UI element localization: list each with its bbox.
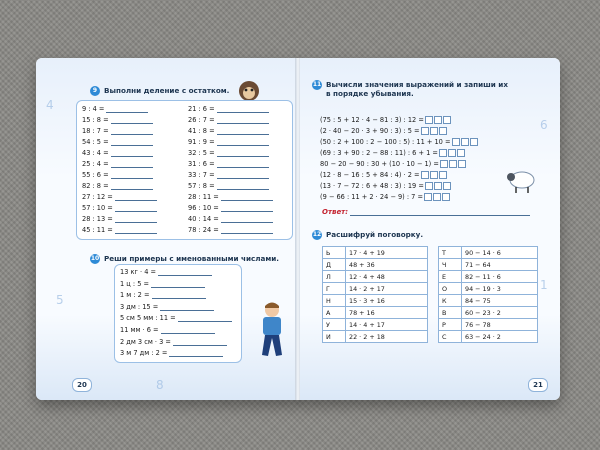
cipher-letter: Р bbox=[439, 319, 462, 331]
expression-row bbox=[320, 127, 447, 135]
exercise-text: 55 : 6 = bbox=[82, 171, 109, 179]
cipher-letter: С bbox=[439, 331, 462, 343]
answer-field[interactable] bbox=[111, 183, 153, 190]
boy-illustration bbox=[254, 300, 290, 362]
cipher-expression: 15 · 3 + 16 bbox=[346, 295, 428, 307]
exercise-text: 40 : 14 = bbox=[188, 215, 219, 223]
expression-text: (2 · 40 − 20 · 3 + 90 : 3) : 5 = bbox=[320, 127, 420, 135]
open-workbook bbox=[36, 58, 560, 400]
exercise-row bbox=[188, 204, 273, 212]
answer-field[interactable] bbox=[115, 227, 157, 234]
cipher-row bbox=[439, 331, 538, 343]
task-title: Выполни деление с остатком. bbox=[104, 86, 230, 95]
cipher-letter: В bbox=[439, 307, 462, 319]
page-number: 20 bbox=[72, 378, 92, 392]
answer-field[interactable] bbox=[115, 194, 157, 201]
cipher-row bbox=[323, 271, 428, 283]
right-page bbox=[300, 58, 560, 400]
exercise-text: 33 : 7 = bbox=[188, 171, 215, 179]
cipher-expression: 82 − 11 · 6 bbox=[462, 271, 538, 283]
answer-field[interactable] bbox=[217, 172, 269, 179]
answer-field[interactable] bbox=[111, 139, 153, 146]
expression-row bbox=[320, 160, 466, 168]
exercise-text: 1 ц : 5 = bbox=[120, 279, 150, 288]
expression-row bbox=[320, 171, 447, 179]
exercise-row bbox=[188, 226, 273, 234]
exercise-row bbox=[120, 326, 215, 334]
task-10-heading bbox=[90, 254, 279, 264]
exercise-row bbox=[120, 280, 205, 288]
answer-field[interactable] bbox=[106, 106, 148, 113]
answer-boxes[interactable] bbox=[424, 193, 450, 201]
task-title: Вычисли значения выражений и запиши их в порядке убывания. bbox=[326, 80, 508, 99]
exercise-row bbox=[188, 138, 269, 146]
cipher-expression: 78 + 16 bbox=[346, 307, 428, 319]
answer-field[interactable] bbox=[221, 216, 273, 223]
cipher-row bbox=[439, 259, 538, 271]
exercise-row bbox=[188, 149, 269, 157]
left-page bbox=[36, 58, 296, 400]
cipher-expression: 94 − 19 · 3 bbox=[462, 283, 538, 295]
expression-text: (50 : 2 + 100 : 2 − 100 : 5) : 11 + 10 = bbox=[320, 138, 451, 146]
exercise-text: 82 : 8 = bbox=[82, 182, 109, 190]
answer-field[interactable] bbox=[115, 216, 157, 223]
exercise-text: 28 : 13 = bbox=[82, 215, 113, 223]
task-number-badge: 10 bbox=[90, 255, 100, 263]
cipher-row bbox=[439, 271, 538, 283]
cipher-letter: К bbox=[439, 295, 462, 307]
answer-label: Ответ: bbox=[322, 208, 349, 216]
answer-field[interactable] bbox=[217, 117, 269, 124]
cipher-letter: Г bbox=[323, 283, 346, 295]
expression-text: (9 − 66 : 11 + 2 · 24 − 9) : 7 = bbox=[320, 193, 423, 201]
bg-digit: 4 bbox=[46, 98, 54, 112]
exercise-row bbox=[188, 215, 273, 223]
exercise-text: 2 дм 3 см · 3 = bbox=[120, 337, 171, 346]
cipher-expression: 76 − 78 bbox=[462, 319, 538, 331]
cipher-letter: И bbox=[323, 331, 346, 343]
task-number-badge: 11 bbox=[312, 81, 322, 89]
cipher-row bbox=[323, 247, 428, 259]
exercise-text: 32 : 5 = bbox=[188, 149, 215, 157]
expression-text: 80 − 20 − 90 : 30 + (10 · 10 − 1) = bbox=[320, 160, 439, 168]
answer-field[interactable] bbox=[111, 161, 153, 168]
answer-boxes[interactable] bbox=[425, 182, 451, 190]
task-12-heading bbox=[312, 230, 423, 240]
exercise-row bbox=[82, 193, 157, 201]
cipher-table-right bbox=[438, 246, 538, 343]
expression-text: (75 : 5 + 12 · 4 − 81 : 3) : 12 = bbox=[320, 116, 424, 124]
cipher-expression: 17 · 4 + 19 bbox=[346, 247, 428, 259]
answer-field[interactable] bbox=[115, 205, 157, 212]
cipher-letter: О bbox=[439, 283, 462, 295]
exercise-text: 57 : 8 = bbox=[188, 182, 215, 190]
exercise-row bbox=[82, 182, 153, 190]
exercise-text: 57 : 10 = bbox=[82, 204, 113, 212]
exercise-row bbox=[188, 193, 273, 201]
cipher-letter: Т bbox=[439, 247, 462, 259]
cipher-letter: Ч bbox=[439, 259, 462, 271]
exercise-row bbox=[120, 338, 227, 346]
cipher-row bbox=[439, 319, 538, 331]
cipher-row bbox=[323, 307, 428, 319]
exercise-text: 15 : 8 = bbox=[82, 116, 109, 124]
answer-field[interactable] bbox=[169, 350, 223, 357]
answer-boxes[interactable] bbox=[439, 149, 465, 157]
answer-field[interactable] bbox=[217, 106, 269, 113]
exercise-text: 31 : 6 = bbox=[188, 160, 215, 168]
answer-field[interactable] bbox=[173, 339, 227, 346]
task-number-badge: 9 bbox=[90, 86, 100, 96]
expression-row bbox=[320, 182, 451, 190]
cipher-row bbox=[439, 307, 538, 319]
answer-field[interactable] bbox=[152, 292, 206, 299]
cipher-letter: Е bbox=[439, 271, 462, 283]
exercise-row bbox=[188, 171, 269, 179]
exercise-text: 21 : 6 = bbox=[188, 105, 215, 113]
exercise-text: 91 : 9 = bbox=[188, 138, 215, 146]
cipher-row bbox=[323, 283, 428, 295]
cipher-expression: 84 − 75 bbox=[462, 295, 538, 307]
exercise-text: 13 кг · 4 = bbox=[120, 268, 157, 276]
answer-field[interactable] bbox=[111, 117, 153, 124]
expression-row bbox=[320, 149, 465, 157]
answer-field[interactable] bbox=[221, 205, 273, 212]
cipher-row bbox=[323, 331, 428, 343]
exercise-row bbox=[188, 127, 269, 135]
cipher-row bbox=[439, 283, 538, 295]
exercise-text: 3 дм : 15 = bbox=[120, 302, 159, 311]
cipher-letter: У bbox=[323, 319, 346, 331]
exercise-text: 3 м 7 дм : 2 = bbox=[120, 349, 168, 358]
answer-field[interactable] bbox=[221, 227, 273, 234]
answer-boxes[interactable] bbox=[452, 138, 478, 146]
exercise-text: 25 : 4 = bbox=[82, 160, 109, 168]
exercise-row bbox=[120, 268, 212, 276]
exercise-text: 11 мм · 6 = bbox=[120, 326, 159, 334]
answer-field[interactable] bbox=[217, 150, 269, 157]
bg-digit: 6 bbox=[540, 118, 548, 132]
cipher-row bbox=[323, 295, 428, 307]
answer-field[interactable] bbox=[151, 281, 205, 288]
exercise-row bbox=[82, 127, 153, 135]
cipher-row bbox=[323, 319, 428, 331]
exercise-text: 41 : 8 = bbox=[188, 127, 215, 135]
expression-text: (69 : 3 + 90 : 2 − 88 : 11) : 6 + 1 = bbox=[320, 149, 438, 157]
cipher-row bbox=[439, 247, 538, 259]
cipher-row bbox=[323, 259, 428, 271]
bg-digit: 1 bbox=[540, 278, 548, 292]
expression-text: (13 · 7 − 72 : 6 + 48 : 3) : 19 = bbox=[320, 182, 424, 190]
answer-field[interactable] bbox=[161, 327, 215, 334]
exercise-row bbox=[120, 314, 232, 322]
exercise-row bbox=[82, 138, 153, 146]
bg-digit: 8 bbox=[156, 378, 164, 392]
bg-digit: 5 bbox=[56, 293, 64, 307]
exercise-row bbox=[120, 291, 206, 299]
task-title: Расшифруй поговорку. bbox=[326, 230, 424, 239]
cipher-expression: 63 − 24 · 2 bbox=[462, 331, 538, 343]
cipher-expression: 14 · 2 + 17 bbox=[346, 283, 428, 295]
exercise-row bbox=[188, 160, 269, 168]
task-title: Реши примеры с именованными числами. bbox=[104, 254, 280, 263]
cipher-letter: Н bbox=[323, 295, 346, 307]
task-number-badge: 12 bbox=[312, 231, 322, 239]
cipher-expression: 14 · 4 + 17 bbox=[346, 319, 428, 331]
answer-field[interactable] bbox=[160, 304, 214, 311]
exercise-text: 18 : 7 = bbox=[82, 127, 109, 135]
cipher-expression: 60 − 23 · 2 bbox=[462, 307, 538, 319]
answer-line[interactable] bbox=[350, 209, 530, 216]
answer-field[interactable] bbox=[217, 161, 269, 168]
exercise-text: 27 : 12 = bbox=[82, 193, 113, 201]
sheep-icon bbox=[506, 166, 538, 194]
cipher-letter: Л bbox=[323, 271, 346, 283]
answer-field[interactable] bbox=[158, 269, 212, 276]
answer-field[interactable] bbox=[217, 183, 269, 190]
exercise-row bbox=[82, 116, 153, 124]
expression-row bbox=[320, 193, 450, 201]
task-11-heading bbox=[312, 80, 508, 99]
exercise-text: 96 : 10 = bbox=[188, 204, 219, 212]
exercise-text: 9 : 4 = bbox=[82, 105, 105, 113]
exercise-row bbox=[82, 149, 153, 157]
exercise-row bbox=[82, 160, 153, 168]
exercise-row bbox=[82, 215, 157, 223]
answer-field[interactable] bbox=[111, 150, 153, 157]
cipher-expression: 22 · 2 + 18 bbox=[346, 331, 428, 343]
cipher-expression: 90 − 14 · 6 bbox=[462, 247, 538, 259]
cipher-expression: 71 − 64 bbox=[462, 259, 538, 271]
cipher-letter: А bbox=[323, 307, 346, 319]
answer-boxes[interactable] bbox=[425, 116, 451, 124]
exercise-text: 26 : 7 = bbox=[188, 116, 215, 124]
exercise-row bbox=[82, 171, 153, 179]
answer-field[interactable] bbox=[111, 128, 153, 135]
exercise-row bbox=[82, 204, 157, 212]
exercise-text: 5 см 5 мм : 11 = bbox=[120, 314, 176, 323]
exercise-row bbox=[82, 226, 157, 234]
exercise-row bbox=[120, 349, 223, 357]
answer-field[interactable] bbox=[178, 315, 232, 322]
cipher-letter: Ь bbox=[323, 247, 346, 259]
task-9-heading bbox=[90, 86, 229, 96]
exercise-text: 45 : 11 = bbox=[82, 226, 113, 234]
expression-row bbox=[320, 116, 451, 124]
exercise-text: 78 : 24 = bbox=[188, 226, 219, 234]
cipher-expression: 12 · 4 + 48 bbox=[346, 271, 428, 283]
exercise-text: 1 м : 2 = bbox=[120, 291, 150, 300]
exercise-row bbox=[188, 105, 269, 113]
answer-field[interactable] bbox=[221, 194, 273, 201]
exercise-row bbox=[82, 105, 148, 113]
answer-field[interactable] bbox=[217, 128, 269, 135]
cipher-expression: 48 + 36 bbox=[346, 259, 428, 271]
cipher-row bbox=[439, 295, 538, 307]
exercise-row bbox=[188, 182, 269, 190]
answer-boxes[interactable] bbox=[421, 127, 447, 135]
answer-boxes[interactable] bbox=[421, 171, 447, 179]
exercise-row bbox=[188, 116, 269, 124]
exercise-row bbox=[120, 303, 214, 311]
answer-field[interactable] bbox=[111, 172, 153, 179]
cipher-letter: Д bbox=[323, 259, 346, 271]
page-number: 21 bbox=[528, 378, 548, 392]
exercise-text: 43 : 4 = bbox=[82, 149, 109, 157]
expression-row bbox=[320, 138, 478, 146]
exercise-text: 54 : 5 = bbox=[82, 138, 109, 146]
exercise-text: 28 : 11 = bbox=[188, 193, 219, 201]
answer-field[interactable] bbox=[217, 139, 269, 146]
expression-text: (12 · 8 − 16 : 5 + 84 : 4) · 2 = bbox=[320, 171, 420, 179]
cipher-table-left bbox=[322, 246, 428, 343]
answer-boxes[interactable] bbox=[440, 160, 466, 168]
